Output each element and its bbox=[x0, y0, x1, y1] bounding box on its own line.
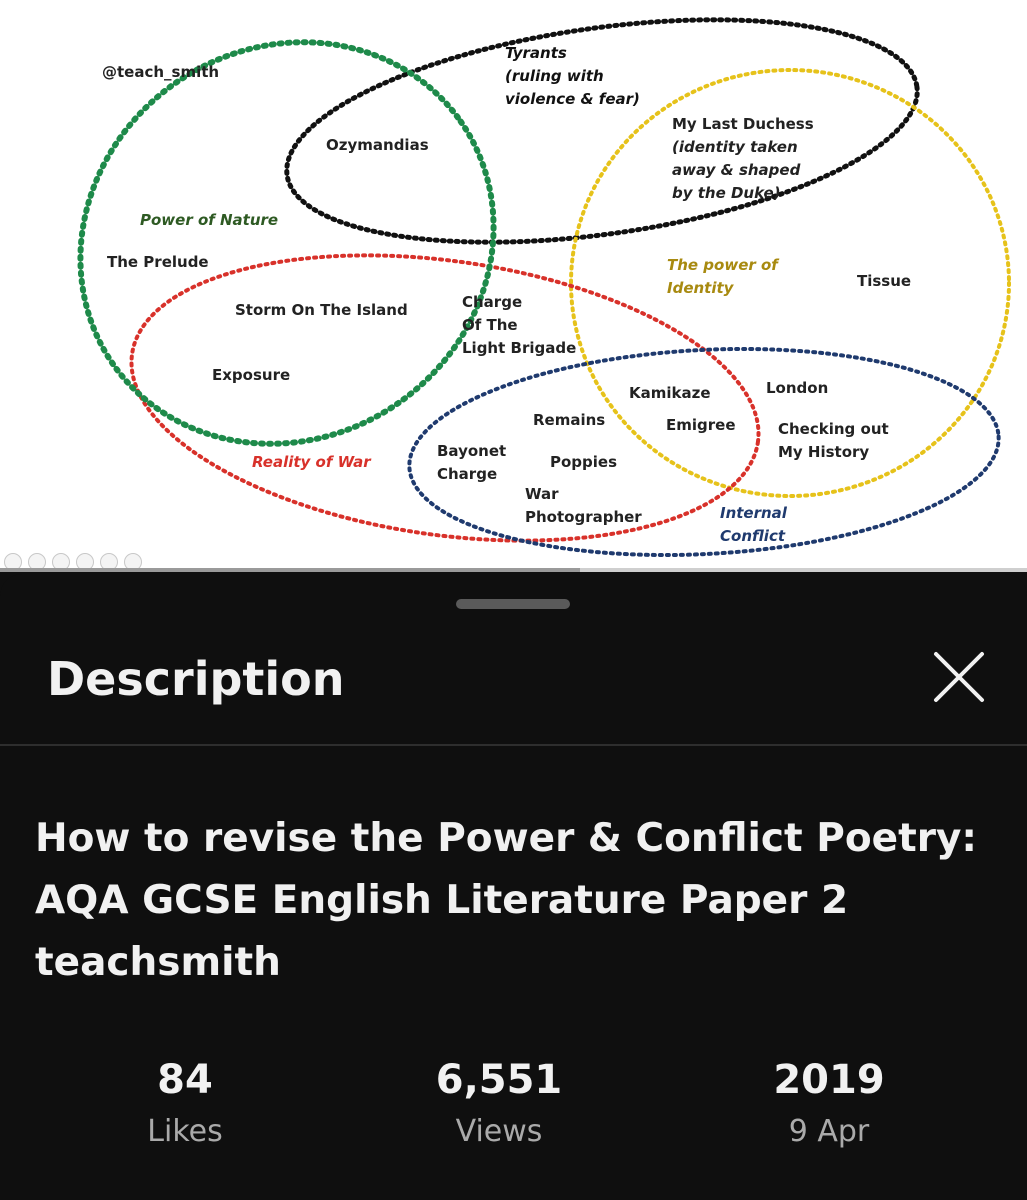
video-title bbox=[35, 808, 1005, 994]
views-label: Views bbox=[455, 1114, 543, 1149]
poem-kamikaze: Kamikaze bbox=[629, 384, 711, 402]
conflict-label-2: Conflict bbox=[720, 527, 786, 545]
likes-label: Likes bbox=[147, 1114, 223, 1149]
close-x-icon bbox=[928, 646, 990, 708]
poem-tissue: Tissue bbox=[857, 272, 912, 290]
poem-london: London bbox=[766, 379, 829, 397]
likes-stat bbox=[25, 1052, 345, 1156]
sheet-title: Description bbox=[47, 652, 345, 706]
venn-diagram-frame bbox=[0, 0, 1027, 572]
conflict-label-1: Internal bbox=[720, 504, 787, 522]
poem-checking-1: Checking out bbox=[778, 420, 889, 438]
poem-bayonet-1: Bayonet bbox=[437, 442, 507, 460]
video-progress-bar[interactable] bbox=[0, 568, 1027, 572]
poem-charge-2: Of The bbox=[462, 316, 518, 334]
poem-last-duchess-2: (identity taken bbox=[672, 138, 798, 156]
identity-label-2: Identity bbox=[667, 279, 734, 297]
close-button[interactable] bbox=[928, 646, 990, 708]
drag-handle[interactable] bbox=[456, 599, 570, 609]
identity-label-1: The power of bbox=[667, 256, 778, 274]
poem-ozymandias: Ozymandias bbox=[326, 136, 429, 154]
views-count: 6,551 bbox=[435, 1057, 563, 1103]
poem-bayonet-2: Charge bbox=[437, 465, 498, 483]
tyrants-label-1: Tyrants bbox=[505, 44, 567, 62]
video-stats bbox=[0, 1052, 1027, 1172]
poem-checking-2: My History bbox=[778, 443, 870, 461]
poem-charge-1: Charge bbox=[462, 293, 523, 311]
likes-count: 84 bbox=[157, 1057, 213, 1103]
video-title-line-2: AQA GCSE English Literature Paper 2 bbox=[35, 878, 849, 923]
description-sheet bbox=[0, 574, 1027, 1200]
video-title-line-3: teachsmith bbox=[35, 940, 281, 985]
tyrants-label-2: (ruling with bbox=[505, 67, 604, 85]
views-stat bbox=[339, 1052, 659, 1156]
poem-remains: Remains bbox=[533, 411, 606, 429]
poem-war-photographer-1: War bbox=[525, 485, 559, 503]
poem-last-duchess-1: My Last Duchess bbox=[672, 115, 814, 133]
nature-label: Power of Nature bbox=[140, 211, 279, 229]
poem-emigree: Emigree bbox=[666, 416, 736, 434]
poem-storm: Storm On The Island bbox=[235, 301, 408, 319]
video-title-line-1: How to revise the Power & Conflict Poetry: bbox=[35, 816, 977, 861]
poem-charge-3: Light Brigade bbox=[462, 339, 577, 357]
upload-year: 2019 bbox=[773, 1057, 885, 1103]
upload-date: 9 Apr bbox=[788, 1114, 870, 1149]
video-player[interactable] bbox=[0, 0, 1027, 572]
poem-war-photographer-2: Photographer bbox=[525, 508, 642, 526]
poem-last-duchess-4: by the Duke) bbox=[672, 184, 781, 202]
handle-text: @teach_smith bbox=[102, 63, 220, 81]
poem-prelude: The Prelude bbox=[107, 253, 209, 271]
divider bbox=[0, 744, 1027, 746]
tyrants-label-3: violence & fear) bbox=[505, 90, 640, 108]
poem-exposure: Exposure bbox=[212, 366, 291, 384]
date-stat bbox=[669, 1052, 989, 1156]
poem-last-duchess-3: away & shaped bbox=[672, 161, 801, 179]
poem-poppies: Poppies bbox=[550, 453, 618, 471]
war-label: Reality of War bbox=[252, 453, 371, 471]
video-progress-fill bbox=[0, 568, 580, 572]
